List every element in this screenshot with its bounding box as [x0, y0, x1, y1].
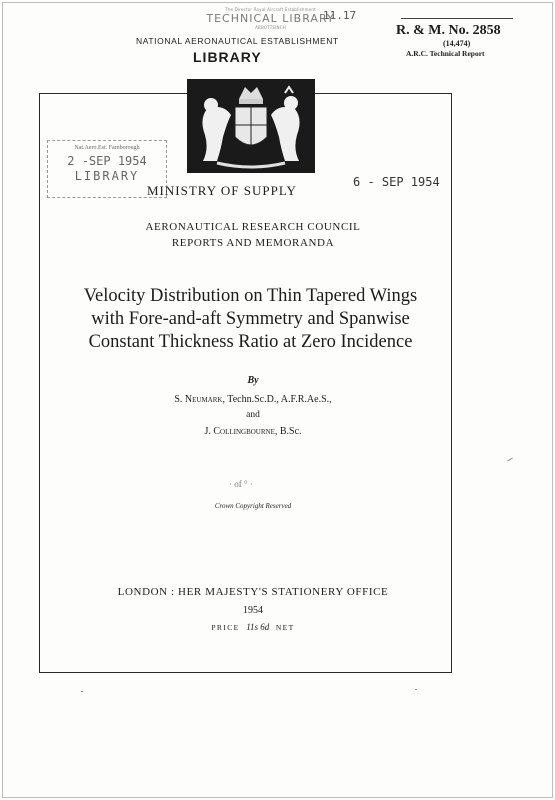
byline-by: By [247, 375, 259, 386]
report-subnumber: (14,474) [443, 39, 471, 48]
establishment-name: NATIONAL AERONAUTICAL ESTABLISHMENT [136, 36, 339, 46]
author-1-qualifications: , Techn.Sc.D., A.F.R.Ae.S., [222, 394, 332, 405]
copyright-notice: Crown Copyright Reserved [214, 502, 292, 510]
title-line-3: Constant Thickness Ratio at Zero Incidence [88, 332, 413, 352]
author-2-name: J. Collingbourne [204, 426, 275, 437]
handwritten-mark: 11.17 [323, 9, 357, 22]
royal-coat-of-arms-icon [187, 79, 315, 173]
stamp-small-text: The Director Royal Aircraft Establishment [225, 7, 316, 12]
title-line-1: Velocity Distribution on Thin Tapered Wings [83, 286, 418, 306]
publisher-line: LONDON : HER MAJESTY'S STATIONERY OFFICE [117, 586, 389, 598]
report-number: R. & M. No. 2858 [396, 23, 501, 38]
report-rule [401, 18, 513, 19]
document-page [2, 2, 553, 798]
byline-and: and [246, 410, 260, 420]
paper-speck [507, 458, 513, 462]
publication-year: 1954 [243, 605, 263, 616]
price-label: PRICE [211, 623, 240, 632]
author-1 [63, 394, 443, 405]
arc-technical-report: A.R.C. Technical Report [406, 49, 485, 58]
author-2-qualifications: , B.Sc. [274, 426, 302, 437]
stamp-small-text-2: ABBOTTSINCH [255, 25, 286, 30]
author-2 [63, 426, 443, 437]
paper-speck [415, 689, 417, 690]
ministry-heading: MINISTRY OF SUPPLY [147, 183, 297, 198]
date-stamp-library: LIBRARY [74, 169, 140, 183]
paper-speck [81, 691, 83, 692]
title-line-2: with Fore-and-aft Symmetry and Spanwise [91, 309, 410, 329]
author-1-name: S. Neumark [174, 394, 223, 405]
pencil-scribble: · of ° · [229, 479, 253, 489]
received-date-stamp: 6 - SEP 1954 [353, 175, 440, 189]
stamp-library-text: TECHNICAL LIBRARY [206, 12, 335, 25]
date-stamp-header: Nat.Aero.Est. Farnborough [74, 145, 140, 151]
report-title [48, 285, 453, 354]
council-name: AERONAUTICAL RESEARCH COUNCIL [145, 221, 361, 233]
price-suffix: NET [275, 623, 295, 632]
date-stamp-date: 2 -SEP 1954 [67, 154, 147, 168]
series-name: REPORTS AND MEMORANDA [171, 237, 335, 249]
price-amount: 11s 6d [246, 622, 270, 632]
price-line [63, 622, 443, 632]
library-label: LIBRARY [193, 49, 262, 65]
